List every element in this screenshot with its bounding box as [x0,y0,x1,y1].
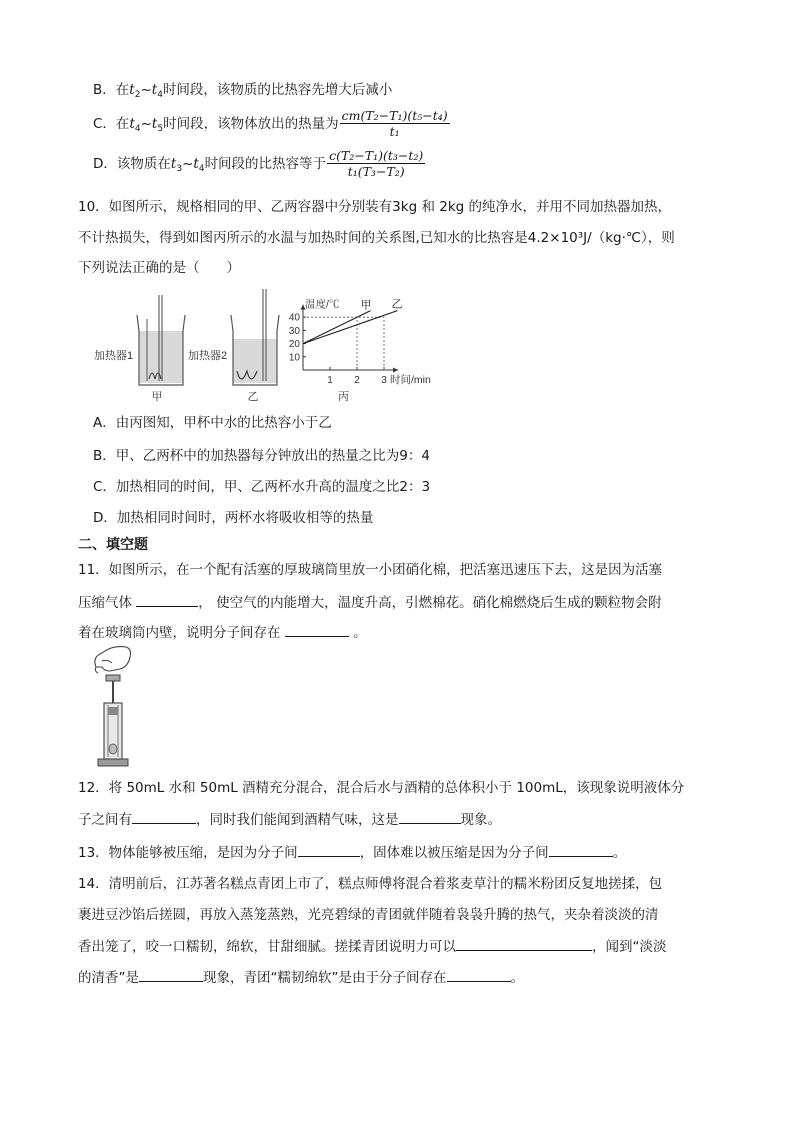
beaker-jia [137,295,185,385]
answer-blank[interactable] [298,842,360,857]
q11-line-2: 压缩气体 ， 使空气的内能增大，温度升高，引燃棉花。硝化棉燃烧后生成的颗粒物会附 [78,592,662,613]
y-tick-label: 40 [288,312,300,324]
answer-blank[interactable] [285,622,349,637]
section-title: 二、填空题 [78,537,148,553]
q11-line-1: 11．如图所示，在一个配有活塞的厚玻璃筒里放一小团硝化棉，把活塞迅速压下去，这是因为活塞 [78,562,663,578]
x-tick-label: 3 [381,375,387,386]
answer-blank[interactable] [549,842,613,857]
heat-fraction-c: $\frac{\text{cm(T₂−T₁)(t₅−t₄)}}{\text{t₁}}$ [341,108,448,139]
y-axis-label: 温度/℃ [305,298,340,311]
answer-blank[interactable] [456,936,592,951]
q11-line-3: 着在玻璃筒内壁，说明分子间存在 。 [78,622,367,643]
answer-blank[interactable] [399,809,461,824]
answer-blank[interactable] [132,809,196,824]
label-jia: 甲 [151,391,163,403]
q9-option-d: D．该物质在$t_3\sim t_4$时间段的比热容等于 $\frac{\text{c(T₂−T₁)(t₃−t₂)}}{\text{t₁(T₃−T₂)}}$ [93,148,424,179]
beaker-yi [231,289,279,385]
q10-option-d: D．加热相同时间时，两杯水将吸收相等的热量 [93,510,374,526]
answer-blank[interactable] [136,592,198,607]
q10-option-b: B．甲、乙两杯中的加热器每分钟放出的热量之比为9：4 [93,448,430,464]
series-label: 乙 [391,298,403,311]
heater2-label: 加热器2 [188,350,228,362]
x-tick-label: 2 [354,375,360,386]
beakers-figure [93,285,303,405]
heater1-label: 加热器1 [94,350,134,362]
q10-line-2: 不计热损失，得到如图丙所示的水温与加热时间的关系图,已知水的比热容是4.2×10³J/（kg·℃），则 [78,230,675,246]
q10-line-3: 下列说法正确的是（ ） [78,260,240,276]
piston-tube-figure [90,645,140,770]
series-line-jia [303,311,371,344]
temperature-time-chart [283,285,448,405]
series-label: 甲 [360,299,372,312]
q12-line-1: 12．将 50mL 水和 50mL 酒精充分混合，混合后水与酒精的总体积小于 100mL，该现象说明液体分 [78,780,685,796]
q10-option-c: C．加热相同的时间，甲、乙两杯水升高的温度之比2：3 [93,479,431,495]
q9-option-c: C．在$t_4\sim t_5$时间段，该物体放出的热量为 $\frac{\text{cm(T₂−T₁)(t₅−t₄)}}{\text{t₁}}$ [93,108,448,139]
y-tick-label: 10 [288,352,300,364]
x-axis-arrow [393,368,398,373]
x-tick-label: 1 [327,375,333,386]
specific-heat-fraction-d: $\frac{\text{c(T₂−T₁)(t₃−t₂)}}{\text{t₁(T₃−T₂)}}$ [329,148,424,179]
q13-line: 13．物体能够被压缩，是因为分子间 ，固体难以被压缩是因为分子间 。 [78,842,626,863]
series-line-yi [303,311,398,344]
q14-line-4: 的清香”是 现象，青团“糯韧绵软”是由于分子间存在 。 [78,967,524,988]
y-tick-label: 30 [288,325,300,337]
q14-line-1: 14．清明前后，江苏著名糕点青团上市了，糕点师傅将混合着浆麦草汁的糯米粉团反复地搓揉，包 [78,876,663,892]
q9-option-b: B．在$t_2\sim t_4$时间段，该物质的比热容先增大后减小 [93,82,393,100]
answer-blank[interactable] [139,967,203,982]
label-yi: 乙 [247,391,259,403]
q14-line-3: 香出笼了，咬一口糯韧，绵软，甘甜细腻。搓揉青团说明力可以 ，闻到“淡淡 [78,936,667,957]
y-tick-label: 20 [288,339,300,351]
chart-caption-bing: 丙 [338,391,349,403]
q10-line-1: 10．如图所示，规格相同的甲、乙两容器中分别装有3kg 和 2kg 的纯净水，并用不同加热器加热， [78,199,672,215]
x-axis-label: 时间/min [390,374,431,386]
q10-option-a: A．由丙图知，甲杯中水的比热容小于乙 [93,415,332,431]
answer-blank[interactable] [447,967,511,982]
q12-line-2: 子之间有 ，同时我们能闻到酒精气味，这是 现象。 [78,809,501,830]
q14-line-2: 裹进豆沙馅后搓圆，再放入蒸笼蒸熟，光亮碧绿的青团就伴随着袅袅升腾的热气，夹杂着淡淡的清 [78,907,659,923]
